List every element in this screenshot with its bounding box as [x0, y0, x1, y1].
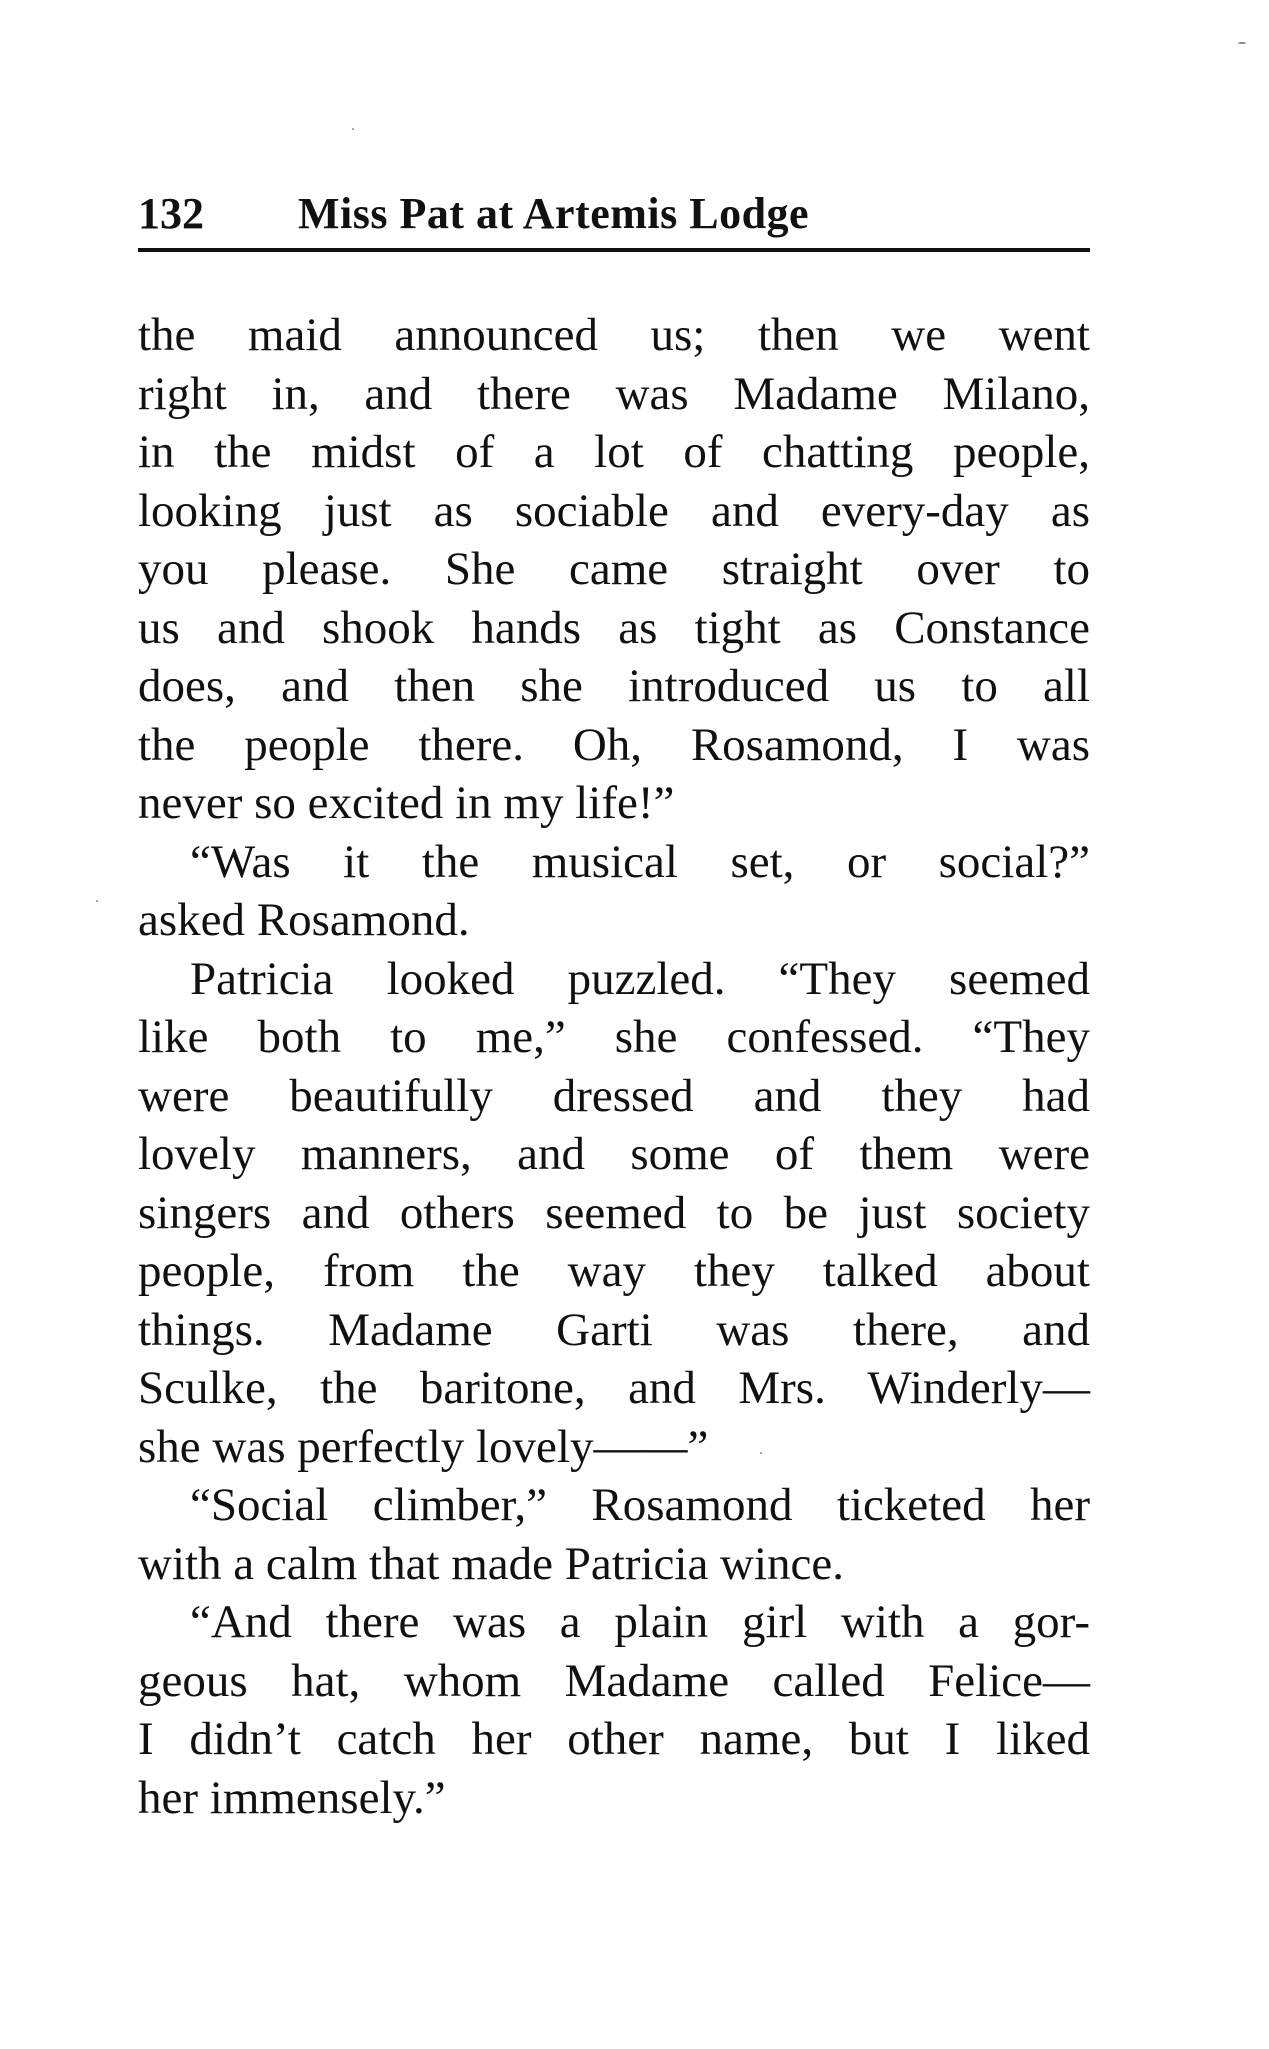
text-line: us and shook hands as tight as Constance — [138, 601, 1090, 654]
paragraph — [138, 950, 1090, 1477]
text-line: “Social climber,” Rosamond ticketed her — [190, 1479, 1090, 1531]
text-line: like both to me,” she confessed. “They — [138, 1011, 1090, 1063]
text-line: Patricia looked puzzled. “They seemed — [190, 952, 1090, 1005]
paper-speck — [352, 128, 354, 130]
text-line: were beautifully dressed and they had — [138, 1069, 1090, 1122]
text-line: asked Rosamond. — [138, 894, 470, 946]
text-line: right in, and there was Madame Milano, — [138, 367, 1090, 420]
text-line: “And there was a plain girl with a gor- — [190, 1596, 1090, 1648]
text-line: her immensely.” — [138, 1771, 446, 1824]
paper-speck — [96, 900, 98, 902]
paper-speck — [1238, 42, 1246, 44]
text-line: lovely manners, and some of them were — [138, 1128, 1090, 1180]
text-line: never so excited in my life!” — [138, 777, 675, 829]
text-line: singers and others seemed to be just society — [138, 1186, 1090, 1239]
text-line: the people there. Oh, Rosamond, I was — [138, 718, 1090, 771]
page-header — [138, 186, 1090, 242]
paper-speck — [760, 1452, 762, 1454]
text-line: people, from the way they talked about — [138, 1245, 1090, 1297]
running-title: Miss Pat at Artemis Lodge — [298, 189, 810, 238]
body-text — [138, 306, 1090, 1827]
text-line: I didn’t catch her other name, but I liked — [138, 1713, 1090, 1765]
text-line: you please. She came straight over to — [138, 543, 1090, 595]
header-rule — [138, 248, 1090, 252]
text-line: does, and then she introduced us to all — [138, 660, 1090, 712]
text-line: she was perfectly lovely——” — [138, 1420, 709, 1473]
text-line: things. Madame Garti was there, and — [138, 1303, 1090, 1356]
text-line: with a calm that made Patricia wince. — [138, 1537, 845, 1590]
page-number: 132 — [138, 189, 204, 238]
paragraph — [138, 1476, 1090, 1593]
text-line: in the midst of a lot of chatting people, — [138, 426, 1090, 478]
text-line: Sculke, the baritone, and Mrs. Winderly— — [138, 1362, 1090, 1414]
text-line: looking just as sociable and every-day as — [138, 484, 1090, 537]
paragraph — [138, 306, 1090, 833]
text-line: “Was it the musical set, or social?” — [190, 835, 1090, 888]
paragraph — [138, 1593, 1090, 1827]
text-line: geous hat, whom Madame called Felice— — [138, 1654, 1090, 1707]
paragraph — [138, 833, 1090, 950]
text-line: the maid announced us; then we went — [138, 309, 1090, 361]
